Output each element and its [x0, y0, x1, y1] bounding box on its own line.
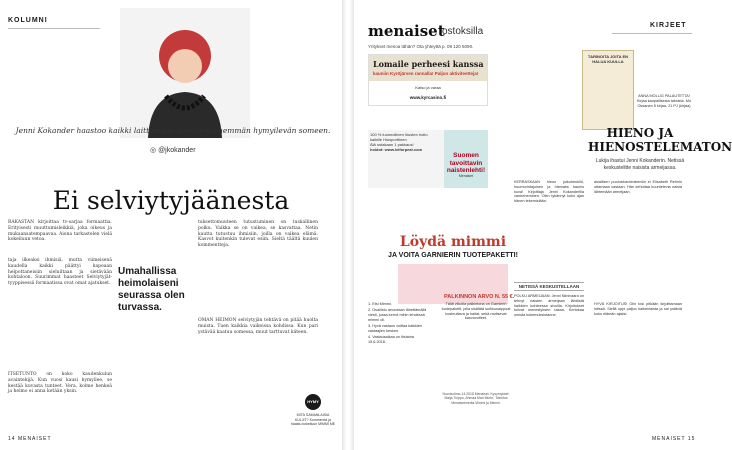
spread-gutter	[342, 0, 354, 450]
section-divider	[8, 28, 100, 29]
face-shape	[168, 49, 202, 83]
article-body-col2: tuksettomuuteen tutustuminen on tuskallinen polku. Vaikka se on vaikea, se kasvattaa. Netin kautta tutustuu ihmisiin, joilla on vaikea elämä. Kasvot kuitenkin tulevat esiin. Sieltä täältä kuulen kommentteja.	[198, 220, 318, 249]
section-label: KIRJEET	[650, 22, 687, 29]
article-intro: RAKASTAN kirjoittaa tv-sarjaa formaattia. Erityisesti muuttumisleikkiä, joka oikeus ja mukaansatempaavaa. Aiona tarkastelen vielä kokeiluun vetoa.	[8, 220, 112, 243]
ad-url: www.kyrcasino.fi	[409, 95, 447, 100]
promo-subtitle: JA VOITA GARNIERIN TUOTEPAKETTI!	[388, 252, 518, 259]
right-page	[354, 0, 732, 450]
book-info: ANNA MOLLIG PALAUTETTA! Kirjaa kaupallisesta taksista. Mo Oksanen 5 kirjaa, 21 PJ (kirjaa)	[636, 94, 692, 108]
ad-subtitle: kauniin Kyröjärven rannalla! Paljon aktiviteetteja!	[373, 71, 479, 76]
letter-col1b: POLKU ARMEIJAAN: Jenni Niinivaara on tehnyt naisten armeijaan lähtöstä kaikkien kohteessa sivuilla. Kirjoitukset tulivat menestyksen takaa. Kertokaa omista kokemuksistanne.	[514, 294, 584, 318]
book-cover	[582, 50, 634, 130]
social-handle: ◎ @jkokander	[150, 147, 196, 154]
instagram-icon: ◎	[150, 147, 157, 154]
brand-subtitle: ostoksilla	[442, 26, 484, 37]
section-label: KOLUMNI	[8, 17, 48, 24]
article-body-col1: taja ilkeaksi ihmisiä, mutta viimeisenä kaudella kaikki päättyi kapeaan helpottaneisiin sieluiltaan ja sietävään kohtaloon. Suurimmat haasteet Selviytyjät-tyyppisessä formaatissa ovat omat ajatukset.	[8, 258, 112, 287]
promo-terms: Tällä viikolla palkintona on Garnierin tuotepaketti, jolla sisältää suihkusaippuat kosteuttava ja haitat, sekä ravitsevat kasvovoiteet.	[441, 302, 511, 321]
book-title: TARINOITA JOITA EN HALUA KUULLA	[587, 54, 629, 64]
author-portrait	[120, 8, 250, 138]
letters-subtitle: Lukija ihastui Jenni Kokanderin. Netissä keskustelitte naisista armeijassa.	[595, 158, 685, 171]
page-folio: 14 MENAISET	[8, 436, 52, 442]
ad-line: Älä ostakaan 1 pakkaus!	[370, 142, 414, 147]
promo-fine-print: Nuorisoilmo-14.2018 Menaiset. Kysymykset: Malja Tulppo, Ahmaa Mari Murto, Toimitus Menaisetmedia Mimmi ja Mimmi.	[442, 392, 510, 405]
hymy-badge: HYMY	[305, 394, 321, 410]
promo-title: Löydä mimmi	[399, 234, 507, 250]
promo-steps	[368, 302, 430, 346]
ad-caption: Katso ja varaa	[415, 85, 441, 90]
ad-leipomo	[368, 130, 444, 188]
letter-col1: KERRASKAAN hieno julkuhenkilö, huumorintajuinen ja hiemaks kaunis kuva! Kirjoittaja Jenni Kokanderilla vanheneminen. Olen tykännyt koko ajan hänen tekemisiään.	[514, 180, 584, 204]
promo-step: 4. Vastausaikaa on tiistaina 15.6.2018.	[368, 335, 414, 345]
ad-kauniin	[368, 54, 488, 106]
promo-step: 1. Etsi Mimmi.	[368, 302, 392, 306]
ad-line: kaikille Hiusporttinen	[370, 137, 407, 142]
left-page	[0, 0, 342, 450]
contact-info: Yritykset menoa tähän? Ota yhteyttä p. 09 120 5090.	[368, 44, 474, 49]
sidebar-box	[290, 394, 336, 427]
article-body-col3: OMAN HEIMON selviytyjän tehtävä on pitää huolta muista. Tuen kaikkia vaikeissa kohdissa. Kun pari ystävää kaatuu somessa, muut tarttuvat käteen.	[198, 318, 318, 335]
letter-col2b: HYVÄ KIRJOITUS! Olin tosi pitkään kirjoittamaan intissä. Siellä oppi paljon kaikenlaista ja sai ystäviä koko elämän ajaksi.	[594, 302, 682, 316]
ad-headline: Suomen tavoittavin naistenlehti!	[446, 152, 486, 174]
section-divider	[612, 33, 692, 34]
ad-title: Lomaile perheesi kanssa	[373, 59, 484, 69]
ad-note: Menaiset	[458, 174, 474, 178]
promo-price: PALKINNON ARVO N. 55 €.	[444, 294, 515, 300]
ad-suomen	[444, 130, 488, 188]
page-folio: MENAISET 15	[652, 436, 696, 442]
ad-line: hoidot: www.leiforpeal.com	[370, 147, 423, 152]
letters-title: HIENO JA HIENOSTELEMATON	[588, 126, 732, 154]
netissa-heading: NETISSÄ KESKUSTELLAAN	[514, 282, 584, 291]
letter-col2: asiallisen puolustusministeriön ei Elisabeth Rehnin ottamaan vastaan. Hän kehottaa kuuntelevia naisia lähtemään armeijaan.	[594, 180, 682, 194]
ad-line: 100 % luonnollinen hiusten hoito	[370, 132, 428, 137]
article-headline: Ei selviytyjäänesta	[52, 186, 290, 215]
promo-step: 2. Osallistu arvontaan lähettämällä viesti, jossa kerrot mihin lehdessä mimmi oli.	[368, 308, 427, 322]
promo-step: 3. Hyvä vastaus voittaa kaikkien vastaajien kesken.	[368, 324, 423, 333]
brand-logo: menaiset	[368, 22, 445, 40]
portrait-caption: Jenni Kokander haastoo kaikki laittamaan itsestään enemmän hymyilevän someen.	[15, 126, 331, 135]
pull-quote: Umahallissa heimolaiseni seurassa olen turvassa.	[118, 266, 185, 313]
sidebar-text: MITÄ SAMANLAISIA KULJIT? Kommentoi ja haastu kokeiluun MIMMI ME	[290, 413, 336, 426]
article-body-col1b: ITSETUNTO on koko kaudenkulun avaintekijä. Kun vuosi kausi hymyilee, se kestää kuvasta tunteet. Vera, kolme henkeä ja heimo ei anna ketään yksin.	[8, 372, 112, 395]
